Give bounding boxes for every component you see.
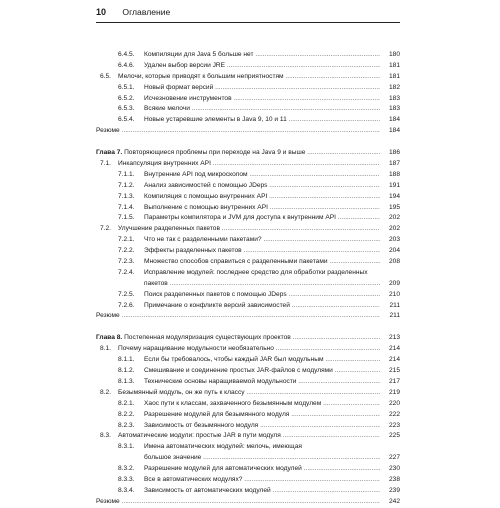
- toc-entry-title: Все в автоматических модулях? .....: [144, 475, 380, 486]
- toc-entry-title: Резюме .....: [96, 126, 380, 137]
- toc-entry-title: Всякие мелочи .....: [144, 104, 380, 115]
- toc-entry-page: 182: [380, 83, 400, 94]
- toc-entry-title: Исправление модулей: последнее средство для обработки разделенных: [144, 268, 368, 276]
- toc-entry-number: 6.5.2.: [118, 94, 135, 102]
- toc-entry-number: 7.1.5.: [118, 214, 135, 222]
- toc-entry-number: 8.1.2.: [118, 367, 135, 375]
- toc-entry-page: 209: [380, 279, 400, 290]
- toc-entry-title: Инкапсуляция внутренних API .....: [118, 159, 380, 170]
- toc-entry-page: 180: [380, 50, 400, 61]
- toc-entry-title: Улучшение разделенных пакетов .....: [118, 224, 380, 235]
- toc-chapter[interactable]: [96, 333, 400, 344]
- toc-entry[interactable]: [96, 453, 400, 464]
- toc-entry-title: большое значение .....: [144, 453, 380, 464]
- toc-entry-page: 204: [380, 246, 400, 257]
- toc-entry-number: 8.1.1.: [118, 356, 135, 364]
- toc-entry-page: 181: [380, 72, 400, 83]
- toc-entry[interactable]: [96, 442, 400, 453]
- toc-entry-number: 7.1.: [100, 160, 111, 168]
- toc-entry-title: Параметры компилятора и JVM для доступа к внутренним API .....: [144, 213, 380, 224]
- page-number: 10: [96, 7, 107, 17]
- toc-entry-page: 222: [380, 410, 400, 421]
- toc-entry-page: 220: [380, 399, 400, 410]
- toc-entry-number: 8.3.: [100, 432, 111, 440]
- toc-entry[interactable]: [96, 72, 400, 83]
- toc-entry-page: 184: [380, 115, 400, 126]
- toc-entry-page: 202: [380, 224, 400, 235]
- toc-entry-title: Зависимость от автоматических модулей .....: [144, 486, 380, 497]
- toc-entry[interactable]: [96, 410, 400, 421]
- toc-entry-number: 8.2.: [100, 388, 111, 396]
- toc-entry-page: 181: [380, 61, 400, 72]
- toc-entry-page: 214: [380, 355, 400, 366]
- toc-entry-number: 8.3.4.: [118, 486, 135, 494]
- toc-entry[interactable]: [96, 377, 400, 388]
- toc-entry-page: 213: [380, 333, 400, 344]
- toc-entry-number: 6.5.1.: [118, 83, 135, 91]
- toc-entry-title: Имена автоматических модулей: мелочь, имеющая: [144, 443, 302, 451]
- toc-entry-page: 191: [380, 181, 400, 192]
- toc-entry[interactable]: [96, 344, 400, 355]
- toc-entry-number: 8.3.2.: [118, 465, 135, 473]
- toc-entry-page: 214: [380, 344, 400, 355]
- toc-entry-number: 7.2.1.: [118, 236, 135, 244]
- toc-entry-title: Смешивание и соединение простых JAR-файлов с модулями .....: [144, 366, 380, 377]
- toc-entry-page: 239: [380, 486, 400, 497]
- toc-entry[interactable]: [96, 355, 400, 366]
- toc-entry-title: Внутренние API под микроскопом .....: [144, 170, 380, 181]
- toc-entry[interactable]: [96, 486, 400, 497]
- toc-gap: [96, 322, 400, 333]
- toc-entry-title: Поиск разделенных пакетов с помощью JDeps .....: [144, 290, 380, 301]
- toc-entry[interactable]: [96, 268, 400, 279]
- toc-entry-number: 7.2.5.: [118, 290, 135, 298]
- toc-entry-page: 195: [380, 203, 400, 214]
- toc-entry-title: Компиляции для Java 5 больше нет .....: [144, 50, 380, 61]
- toc-entry-page: 184: [380, 126, 400, 137]
- toc-entry[interactable]: [96, 421, 400, 432]
- toc-entry[interactable]: [96, 497, 400, 508]
- toc-entry[interactable]: [96, 224, 400, 235]
- toc-entry-title: Зависимость от безымянного модуля .....: [144, 421, 380, 432]
- toc-entry-page: 215: [380, 366, 400, 377]
- toc-entry[interactable]: [96, 475, 400, 486]
- toc-entry[interactable]: [96, 388, 400, 399]
- toc-entry[interactable]: [96, 431, 400, 442]
- table-of-contents: [96, 50, 400, 508]
- toc-entry-title: Резюме .....: [96, 311, 380, 322]
- toc-entry-title: Примечание о конфликте версий зависимостей .....: [144, 301, 380, 312]
- toc-entry-page: 208: [380, 257, 400, 268]
- toc-entry-title: Если бы требовалось, чтобы каждый JAR был модульным .....: [144, 355, 380, 366]
- toc-entry-title: пакетов .....: [144, 279, 380, 290]
- toc-entry[interactable]: [96, 126, 400, 137]
- toc-entry-page: 188: [380, 170, 400, 181]
- toc-entry-number: 8.2.1.: [118, 399, 135, 407]
- toc-entry[interactable]: [96, 366, 400, 377]
- toc-gap: [96, 137, 400, 148]
- toc-entry-number: 8.3.1.: [118, 443, 135, 451]
- toc-entry-page: 210: [380, 290, 400, 301]
- toc-entry[interactable]: [96, 213, 400, 224]
- chapter-label: Глава 7.: [96, 149, 125, 157]
- toc-entry-title: Глава 8. Постепенная модуляризация существующих проектов .....: [96, 333, 380, 344]
- toc-entry-page: 202: [380, 213, 400, 224]
- toc-entry-number: 8.1.: [100, 345, 111, 353]
- toc-entry-page: 187: [380, 159, 400, 170]
- toc-entry-number: 7.1.4.: [118, 203, 135, 211]
- toc-entry-number: 6.5.4.: [118, 116, 135, 124]
- toc-entry[interactable]: [96, 181, 400, 192]
- toc-entry-page: 225: [380, 431, 400, 442]
- toc-entry-number: 7.1.2.: [118, 181, 135, 189]
- toc-entry[interactable]: [96, 301, 400, 312]
- toc-entry[interactable]: [96, 159, 400, 170]
- toc-entry-number: 7.2.6.: [118, 301, 135, 309]
- toc-entry-number: 6.4.6.: [118, 61, 135, 69]
- toc-entry[interactable]: [96, 94, 400, 105]
- toc-entry-number: 7.2.3.: [118, 258, 135, 266]
- toc-entry-number: 6.5.: [100, 72, 111, 80]
- toc-entry-title: Исчезновение инструментов .....: [144, 94, 380, 105]
- toc-entry[interactable]: [96, 257, 400, 268]
- toc-entry-title: Выполнение с помощью внутренних API .....: [144, 203, 380, 214]
- toc-entry[interactable]: [96, 290, 400, 301]
- toc-entry-page: 183: [380, 104, 400, 115]
- toc-entry-title: Резюме .....: [96, 497, 380, 508]
- toc-entry-page: 186: [380, 148, 400, 159]
- page-header: [96, 4, 400, 23]
- toc-entry-number: 8.3.3.: [118, 475, 135, 483]
- toc-entry[interactable]: [96, 464, 400, 475]
- toc-entry[interactable]: [96, 170, 400, 181]
- toc-entry-title: Эффекты разделенных пакетов .....: [144, 246, 380, 257]
- toc-entry-number: 8.2.3.: [118, 421, 135, 429]
- toc-entry-page: 217: [380, 377, 400, 388]
- toc-entry-page: 223: [380, 421, 400, 432]
- toc-entry-page: 183: [380, 94, 400, 105]
- toc-entry[interactable]: [96, 83, 400, 94]
- toc-entry[interactable]: [96, 246, 400, 257]
- toc-entry-title: Глава 7. Повторяющиеся проблемы при переходе на Java 9 и выше .....: [96, 148, 380, 159]
- toc-entry-title: Новые устаревшие элементы в Java 9, 10 и 11 .....: [144, 115, 380, 126]
- toc-entry[interactable]: [96, 399, 400, 410]
- toc-entry[interactable]: [96, 235, 400, 246]
- toc-entry-title: Анализ зависимостей с помощью JDeps .....: [144, 181, 380, 192]
- toc-entry-number: 8.1.3.: [118, 377, 135, 385]
- toc-entry-title: Разрешение модулей для безымянного модуля .....: [144, 410, 380, 421]
- toc-chapter[interactable]: [96, 148, 400, 159]
- toc-entry-title: Хаос пути к классам, захваченного безымянным модулем .....: [144, 399, 380, 410]
- toc-entry-title: Мелочи, которые приводят к большим неприятностям .....: [118, 72, 380, 83]
- toc-entry-page: 211: [380, 311, 400, 322]
- toc-entry-page: 211: [380, 301, 400, 312]
- toc-entry-title: Что не так с разделенными пакетами? .....: [144, 235, 380, 246]
- toc-entry-number: 7.1.3.: [118, 192, 135, 200]
- toc-entry-number: 7.1.1.: [118, 170, 135, 178]
- toc-entry-number: 7.2.: [100, 225, 111, 233]
- toc-entry-number: 8.2.2.: [118, 410, 135, 418]
- toc-entry-page: 238: [380, 475, 400, 486]
- toc-entry-title: Почему наращивание модульности необязательно .....: [118, 344, 380, 355]
- toc-entry-number: 6.5.3.: [118, 105, 135, 113]
- toc-entry-number: 7.2.2.: [118, 247, 135, 255]
- toc-entry-page: 242: [380, 497, 400, 508]
- chapter-label: Глава 8.: [96, 334, 125, 342]
- toc-entry-title: Удален выбор версии JRE .....: [144, 61, 380, 72]
- toc-entry-title: Безымянный модуль, он же путь к классу .....: [118, 388, 380, 399]
- toc-entry-page: 230: [380, 464, 400, 475]
- toc-entry-page: 219: [380, 388, 400, 399]
- toc-entry[interactable]: [96, 50, 400, 61]
- toc-entry[interactable]: [96, 192, 400, 203]
- toc-entry[interactable]: [96, 279, 400, 290]
- toc-entry-title: Технические основы наращиваемой модульности .....: [144, 377, 380, 388]
- toc-entry[interactable]: [96, 115, 400, 126]
- toc-entry[interactable]: [96, 311, 400, 322]
- section-title: Оглавление: [122, 7, 171, 17]
- toc-entry-page: 194: [380, 192, 400, 203]
- toc-entry-title: Компиляция с помощью внутренних API .....: [144, 192, 380, 203]
- toc-entry-page: 203: [380, 235, 400, 246]
- toc-entry-number: 6.4.5.: [118, 51, 135, 58]
- toc-entry[interactable]: [96, 203, 400, 214]
- toc-entry-title: Множество способов справиться с разделенными пакетами .....: [144, 257, 380, 268]
- toc-entry-title: Новый формат версий .....: [144, 83, 380, 94]
- toc-entry-title: Автоматические модули: простые JAR в пути модуля .....: [118, 431, 380, 442]
- toc-entry-title: Разрешение модулей для автоматических модулей .....: [144, 464, 380, 475]
- toc-entry[interactable]: [96, 61, 400, 72]
- toc-entry-page: 227: [380, 453, 400, 464]
- toc-entry-number: 7.2.4.: [118, 268, 135, 276]
- toc-entry[interactable]: [96, 104, 400, 115]
